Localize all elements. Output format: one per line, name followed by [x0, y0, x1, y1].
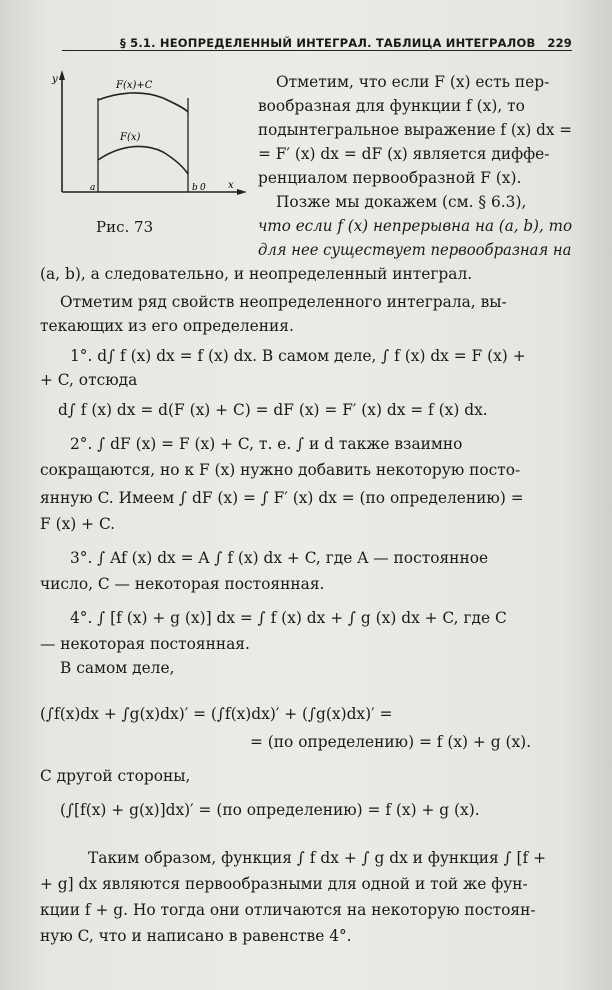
text-line: — некоторая постоянная. — [40, 635, 250, 653]
text-line: для нее существует первообразная на — [258, 241, 572, 259]
text-line: + C, отсюда — [40, 371, 138, 389]
upper-curve — [98, 93, 188, 112]
formula-line: (∫f(x)dx + ∫g(x)dx)′ = (∫f(x)dx)′ + (∫g(x)dx)′ = — [40, 705, 393, 723]
text-line: сокращаются, но к F (x) нужно добавить некоторую посто- — [40, 461, 521, 479]
text-line: 2°. ∫ dF (x) = F (x) + C, т. е. ∫ и d также взаимно — [70, 435, 463, 453]
text-line: 4°. ∫ [f (x) + g (x)] dx = ∫ f (x) dx + ∫ g (x) dx + C, где C — [70, 609, 507, 627]
text-line: В самом деле, — [60, 659, 175, 677]
text-line: янную C. Имеем ∫ dF (x) = ∫ F′ (x) dx = (по определению) = — [40, 489, 524, 507]
y-label: y — [52, 74, 58, 85]
curves-diagram — [38, 68, 248, 208]
text-line: (a, b), а следовательно, и неопределенный интеграл. — [40, 265, 473, 283]
text-line: текающих из его определения. — [40, 317, 294, 335]
section-title: § 5.1. НЕОПРЕДЕЛЕННЫЙ ИНТЕГРАЛ. ТАБЛИЦА ИНТЕГРАЛОВ — [120, 36, 536, 50]
running-header — [62, 30, 572, 51]
a-label: a — [90, 183, 96, 193]
text-line: ную C, что и написано в равенстве 4°. — [40, 927, 352, 945]
figure-caption: Рис. 73 — [96, 218, 154, 236]
text-line: подынтегральное выражение f (x) dx = — [258, 121, 572, 139]
text-line: кции f + g. Но тогда они отличаются на некоторую постоян- — [40, 901, 536, 919]
origin-label: 0 — [200, 183, 206, 193]
text-line: F (x) + C. — [40, 515, 116, 533]
text-line: вообразная для функции f (x), то — [258, 97, 525, 115]
text-line: что если f (x) непрерывна на (a, b), то — [258, 217, 573, 235]
b-label: b — [192, 183, 198, 193]
text-line: Позже мы докажем (см. § 6.3), — [276, 193, 527, 211]
text-line: С другой стороны, — [40, 767, 191, 785]
lower-curve-label: F(x) — [120, 132, 141, 143]
text-line: Отметим, что если F (x) есть пер- — [276, 73, 550, 91]
text-line: = F′ (x) dx = dF (x) является диффе- — [258, 145, 550, 163]
text-line: + g] dx являются первообразными для одной и той же фун- — [40, 875, 528, 893]
text-line: 3°. ∫ Af (x) dx = A ∫ f (x) dx + C, где A — постоянное — [70, 549, 489, 567]
text-line: Таким образом, функция ∫ f dx + ∫ g dx и функция ∫ [f + — [88, 849, 546, 867]
formula-line: d∫ f (x) dx = d(F (x) + C) = dF (x) = F′ (x) dx = f (x) dx. — [58, 401, 488, 419]
lower-curve — [98, 146, 188, 174]
y-axis-arrow — [59, 70, 65, 80]
page-number: 229 — [547, 36, 572, 50]
text-line: ренциалом первообразной F (x). — [258, 169, 522, 187]
text-line: Отметим ряд свойств неопределенного интеграла, вы- — [60, 293, 507, 311]
text-line: число, C — некоторая постоянная. — [40, 575, 325, 593]
formula-line: (∫[f(x) + g(x)]dx)′ = (по определению) = f (x) + g (x). — [60, 801, 480, 819]
x-label: x — [228, 180, 234, 191]
x-axis-arrow — [237, 189, 247, 195]
figure-73 — [38, 68, 248, 208]
upper-curve-label: F(x)+C — [116, 80, 153, 91]
text-line: 1°. d∫ f (x) dx = f (x) dx. В самом деле, ∫ f (x) dx = F (x) + — [70, 347, 526, 365]
formula-line: = (по определению) = f (x) + g (x). — [250, 733, 532, 751]
